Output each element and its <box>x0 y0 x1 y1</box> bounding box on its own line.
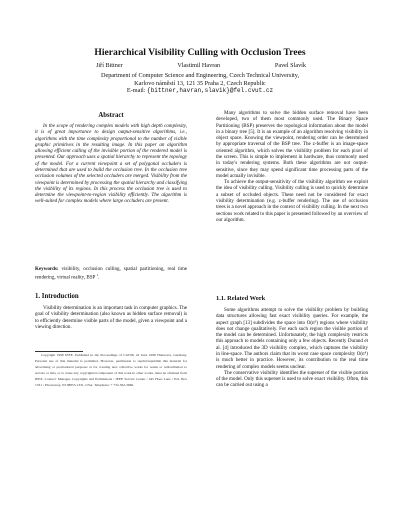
keywords <box>35 266 187 281</box>
abstract-heading: Abstract <box>98 112 124 119</box>
abstract-text: In the scope of rendering complex models with high depth complexity, it is of great importance to design output-sensitive algorithms, i.e., algorithms with the time complexity proportional to the number of visible graphic primitives in the resulting image. In this paper an algorithm allowing efficient culling of the invisible portion of the rendered model is presented. Our approach uses a spatial hierarchy to represent the topology of the model. For a current viewpoint a set of polygonal occluders is determined that are used to build the occlusion tree. In the occlusion tree occlusion volumes of the selected occluders are merged. Visibility from the viewpoint is determined by processing the spatial hierarchy and classifying the visibility of its regions. In this process the occlusion tree is used to determine the viewpoint-to-region visibility efficiently. The algorithm is well-suited for complex models where large occluders are present. <box>35 123 187 205</box>
affiliation <box>30 72 370 95</box>
author-2: Vlastimil Havran <box>177 62 221 69</box>
copyright-footnote: Copyright 1998 IEEE. Published in the Proceedings of CGI'98, 22 June 1998 Hannover, Germany. Personal use of this material is permitted. However, permission to reprint/republish this material for advertising or promotional purposes or for creating new collective works for resale or redistribution to servers or lists, or to reuse any copyrighted component of this work in other works, must be obtained from IEEE. Contact: Manager, Copyrights and Permissions / IEEE Service Center / 445 Hoes Lane / P.O. Box 1331 / Piscataway, NJ 08855-1331, USA. Telephone: + 732-562-3966. <box>35 353 187 387</box>
keywords-text: visibility, occlusion culling, spatial partitioning, real time rendering, virtual reality, BSP <box>35 266 187 281</box>
paper-title: Hierarchical Visibility Culling with Occlusion Trees <box>94 47 306 58</box>
introduction-text: Visibility determination is an important task in computer graphics. The goal of visibility determination (also known as hidden surface removal) is to efficiently determine visible parts of the model, given a viewpoint and a viewing direction. <box>35 305 187 330</box>
affiliation-line-2: Karlovo náměstí 13, 121 35 Praha 2, Czech Republic <box>134 79 266 87</box>
author-list <box>96 62 306 70</box>
related-work-text <box>216 307 368 389</box>
author-3: Pavel Slavík <box>274 62 306 69</box>
footnote-mark: 1 <box>96 273 99 278</box>
email-address[interactable]: {bittner,havran,slavik}@fel.cvut.cz <box>147 87 274 95</box>
intro-paragraph-1: Many algorithms to solve the hidden surface removal have been developed, two of them most commonly used. The Binary Space Partitioning (BSP) preserves the topological information about the model in a binary tree [5]. It is an example of an algorithm resolving visibility in object space. Knowing the viewpoint, rendering order can be determined by appropriate traversal of the BSP tree. The z-buffer is an image-space oriented algorithm, which solves the visibility problem for each pixel of the screen. This is simple to implement in hardware, thus commonly used in today's rendering systems. Both these algorithms are not output-sensitive, since they may spend significant time processing parts of the model actually invisible. <box>216 110 368 179</box>
keywords-end: . <box>98 274 100 281</box>
footnote-divider <box>35 351 83 352</box>
right-column-intro <box>216 110 368 223</box>
author-1: Jiří Bittner <box>96 62 123 69</box>
email-line <box>30 87 370 95</box>
section-heading-related-work: 1.1. Related Work <box>216 295 266 302</box>
related-paragraph-2: The conservative visibility identifies the superset of the visible portion of the model. Only this superset is used to solve exact visibility. Often, this can be carried out using a <box>216 369 368 389</box>
affiliation-line-1: Department of Computer Science and Engineering, Czech Technical University, <box>100 72 299 79</box>
intro-paragraph-2: To achieve the output-sensitivity of the visibility algorithm we exploit the idea of visibility culling. Visibility culling is used to quickly determine a subset of occluded objects. These need not be considered for exact visibility determination (e.g. z-buffer rendering). The use of occlusion trees is a novel approach in the context of visibility culling. In the next two sections work related to this paper is presented followed by an overview of our algorithm. <box>216 179 368 223</box>
related-paragraph-1: Some algorithms attempt to solve the visibility problem by building data structures allowing fast exact visibility queries. For example, the aspect graph [13] subdivides the space into O(n⁹) regions where visibility does not change qualitatively. For each such region the visible portion of the model can be determined. Unfortunately, the high complexity restricts this approach to models containing only a few objects. Recently Durand et al. [4] introduced the 3D visibility complex, which captures the visibility in line-space. The authors claim that its worst case space complexity O(n⁴) is much better in practice. However, its contribution to the real time rendering of complex models seems unclear. <box>216 307 368 370</box>
keywords-label: Keywords: <box>35 266 59 272</box>
email-label: E-mail: <box>126 87 148 95</box>
section-heading-introduction: 1. Introduction <box>35 293 79 300</box>
